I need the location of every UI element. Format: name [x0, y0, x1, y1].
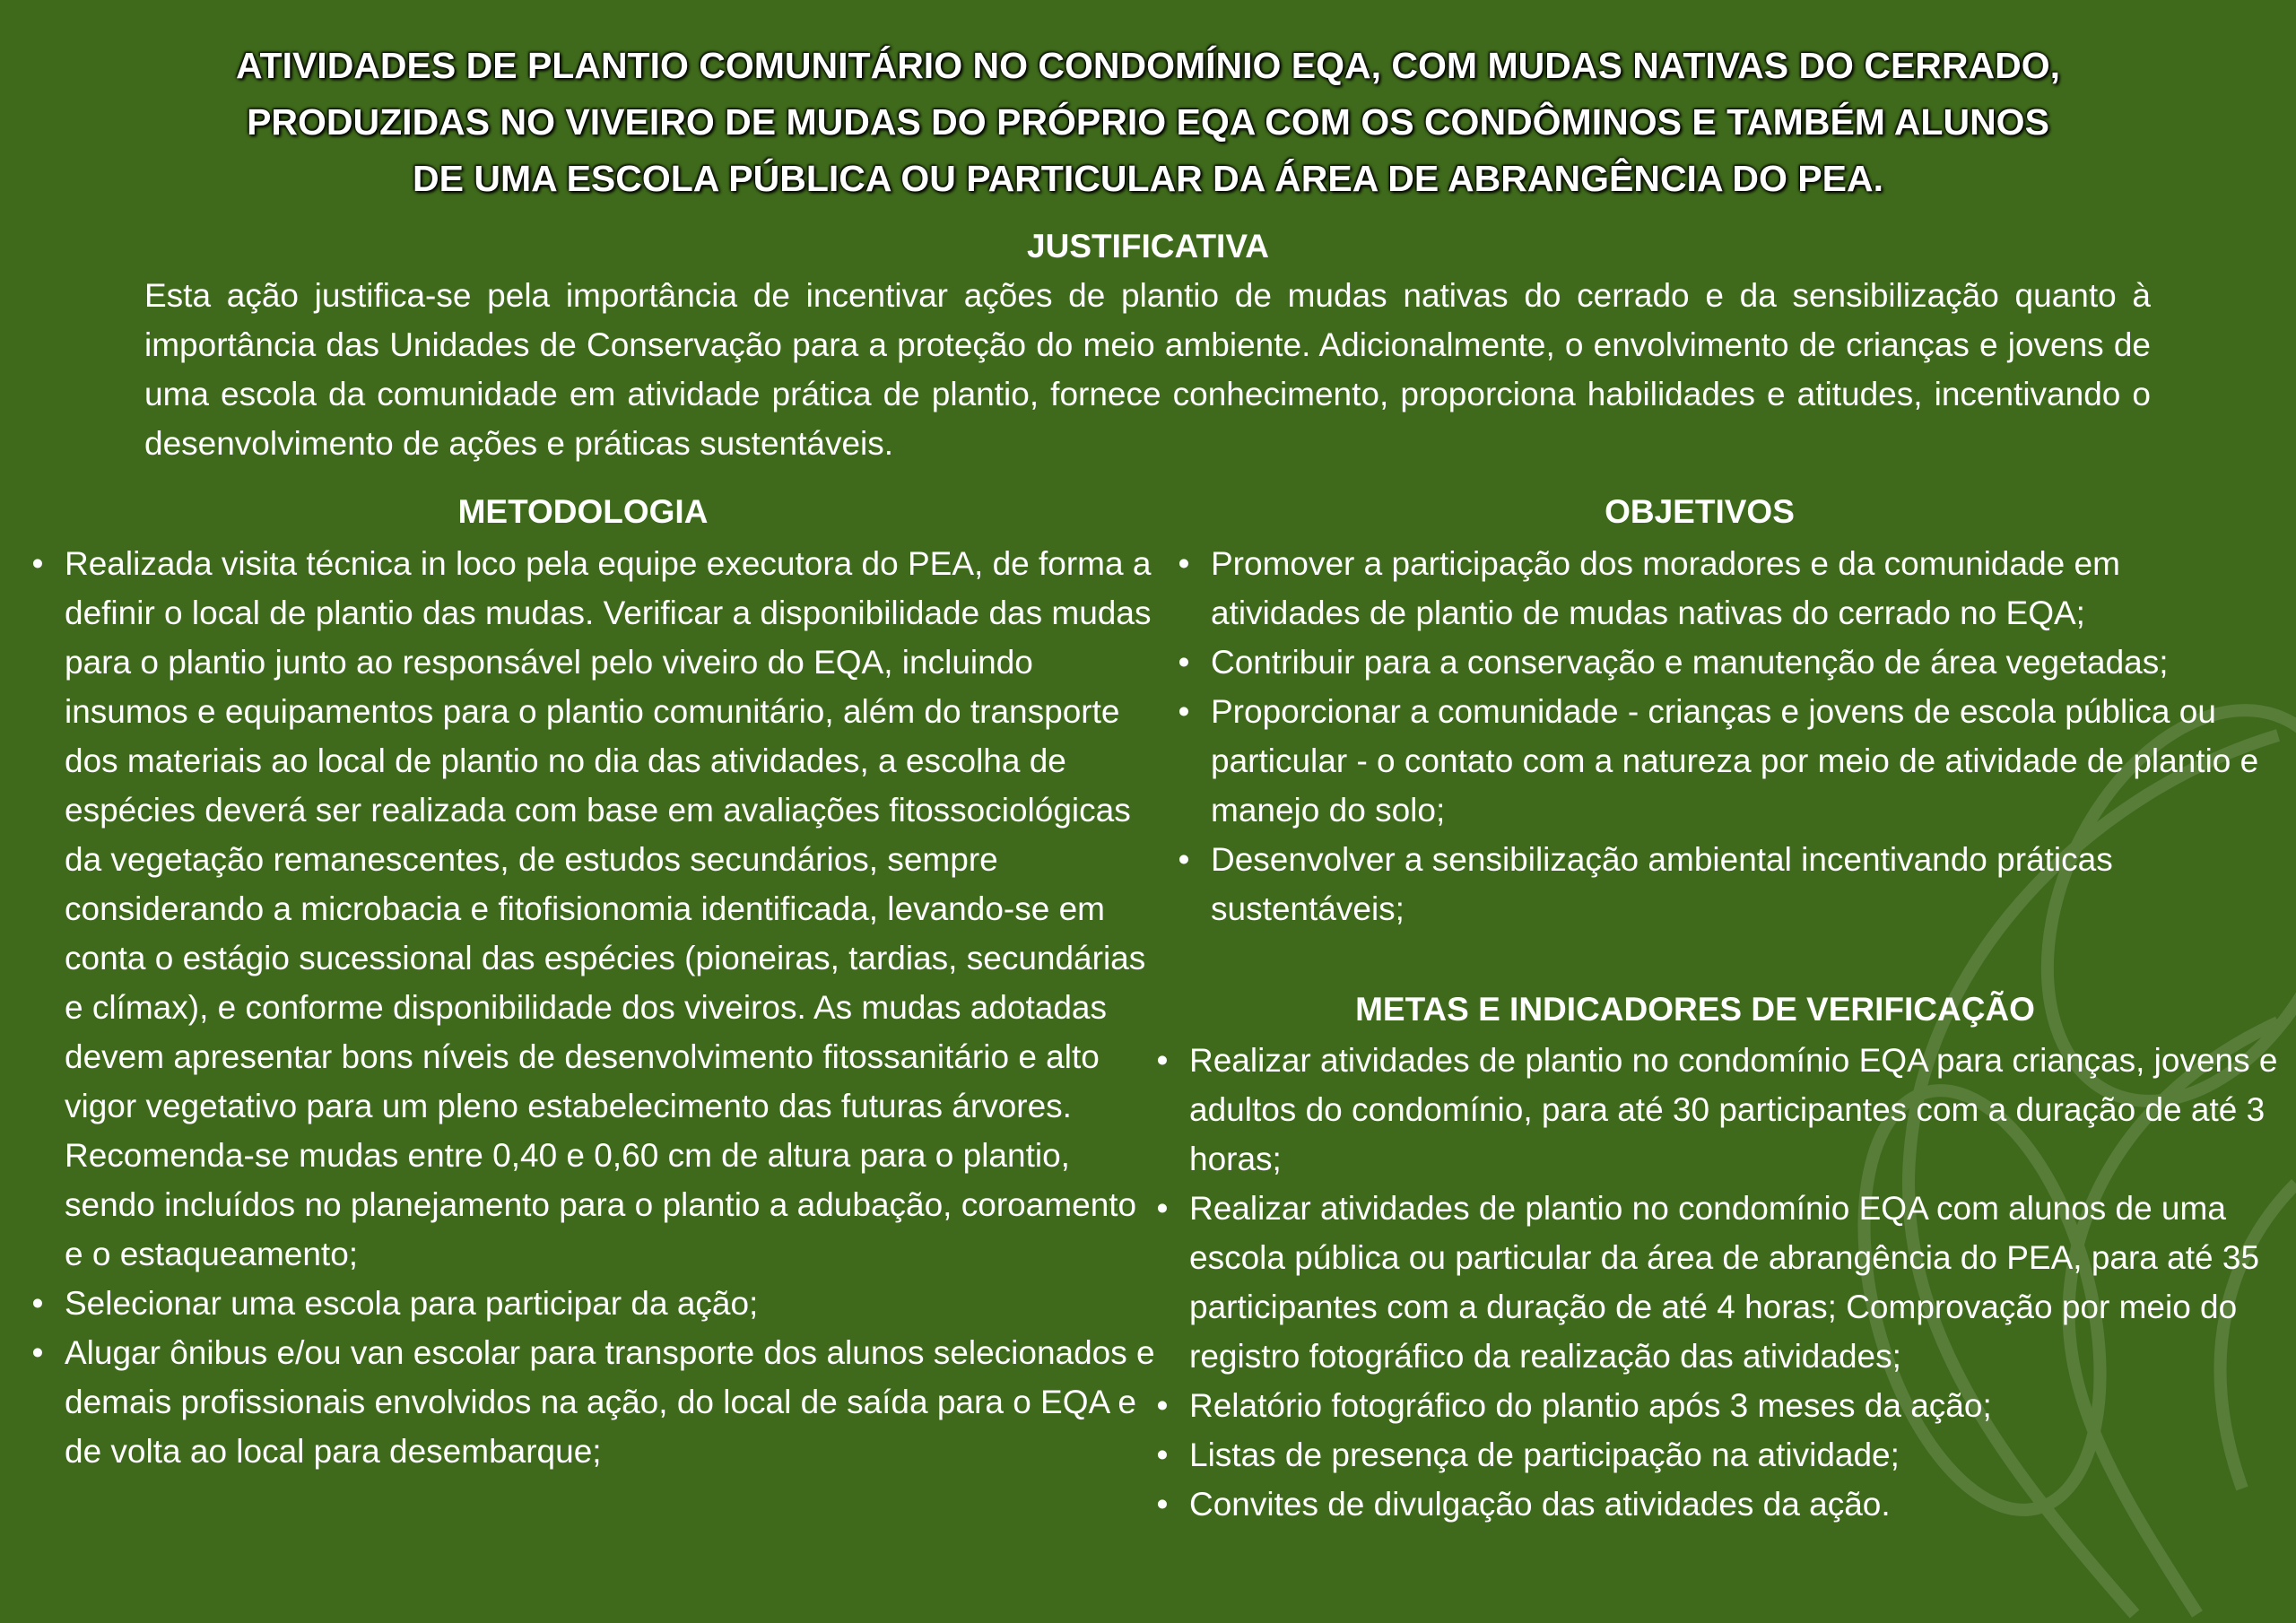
metas-item — [1152, 1036, 2283, 1184]
bullet-icon: • — [31, 545, 44, 582]
metodologia-item-text: Selecionar uma escola para participar da ação; — [65, 1285, 759, 1322]
bullet-icon: • — [1156, 1387, 1169, 1424]
bullet-icon: • — [31, 1285, 44, 1322]
metodologia-item — [27, 539, 1161, 1279]
metas-heading: METAS E INDICADORES DE VERIFICAÇÃO — [1355, 991, 2035, 1028]
objetivos-item-text: Contribuir para a conservação e manutenção de área vegetadas; — [1211, 644, 2169, 681]
metas-item — [1152, 1381, 2283, 1430]
metas-item-text: Relatório fotográfico do plantio após 3 meses da ação; — [1189, 1387, 1992, 1424]
justificativa-text: Esta ação justifica-se pela importância de incentivar ações de plantio de mudas nativas do cerrado e da sensibilização quanto à importância das Unidades de Conservação para a proteção do meio ambiente. Adicionalmente, o envolvimento de crianças e jovens de uma escola da comunidade em atividade prática de plantio, fornece conhecimento, proporciona habilidades e atitudes, incentivando o desenvolvimento de ações e práticas sustentáveis. — [144, 277, 2151, 462]
objetivos-item-text: Promover a participação dos moradores e da comunidade em atividades de plantio de mudas nativas do cerrado no EQA; — [1211, 545, 2120, 631]
bullet-icon: • — [1178, 841, 1190, 878]
metodologia-item-text: Realizada visita técnica in loco pela equipe executora do PEA, de forma a definir o local de plantio das mudas. Verificar a disponibilidade das mudas para o plantio junto ao responsável pelo viveiro do EQA, incluindo insumos e equipamentos para o plantio comunitário, além do transporte dos materiais ao local de plantio no dia das atividades, a escolha de espécies deverá ser realizada com base em avaliações fitossociológicas da vegetação remanescentes, de estudos secundários, sempre considerando a microbacia e fitofisionomia identificada, levando-se em conta o estágio sucessional das espécies (pioneiras, tardias, secundárias e clímax), e conforme disponibilidade dos viveiros. As mudas adotadas devem apresentar bons níveis de desenvolvimento fitossanitário e alto vigor vegetativo para um pleno estabelecimento das futuras árvores. Recomenda-se mudas entre 0,40 e 0,60 cm de altura para o plantio, sendo incluídos no planejamento para o plantio a adubação, coroamento e o estaqueamento; — [65, 545, 1152, 1272]
objetivos-item-text: Desenvolver a sensibilização ambiental incentivando práticas sustentáveis; — [1211, 841, 2113, 927]
objetivos-item — [1173, 638, 2276, 687]
bullet-icon: • — [31, 1334, 44, 1371]
bullet-icon: • — [1178, 693, 1190, 730]
metas-item — [1152, 1480, 2283, 1529]
objetivos-item — [1173, 539, 2276, 638]
bullet-icon: • — [1156, 1190, 1169, 1227]
metas-item-text: Realizar atividades de plantio no condomínio EQA com alunos de uma escola pública ou particular da área de abrangência do PEA, para até 35 participantes com a duração de até 4 horas; Comprovação por meio do registro fotográfico da realização das atividades; — [1189, 1190, 2260, 1375]
objetivos-list — [1173, 539, 2276, 933]
metodologia-heading: METODOLOGIA — [457, 493, 709, 530]
title-line: ATIVIDADES DE PLANTIO COMUNITÁRIO NO CONDOMÍNIO EQA, COM MUDAS NATIVAS DO CERRADO, — [235, 45, 2061, 86]
bullet-icon: • — [1156, 1436, 1169, 1473]
metas-item — [1152, 1430, 2283, 1480]
metas-item-text: Realizar atividades de plantio no condomínio EQA para crianças, jovens e adultos do condomínio, para até 30 participantes com a duração de até 3 horas; — [1189, 1042, 2278, 1177]
metas-item-text: Listas de presença de participação na atividade; — [1189, 1436, 1900, 1473]
metas-list — [1152, 1036, 2283, 1529]
title-line: DE UMA ESCOLA PÚBLICA OU PARTICULAR DA ÁREA DE ABRANGÊNCIA DO PEA. — [412, 158, 1884, 199]
page-title — [72, 38, 2224, 207]
bullet-icon: • — [1178, 644, 1190, 681]
bullet-icon: • — [1178, 545, 1190, 582]
objetivos-item — [1173, 687, 2276, 835]
objetivos-item — [1173, 835, 2276, 933]
metodologia-list — [27, 539, 1161, 1476]
bullet-icon: • — [1156, 1486, 1169, 1523]
metas-item-text: Convites de divulgação das atividades da ação. — [1189, 1486, 1891, 1523]
objetivos-item-text: Proporcionar a comunidade - crianças e jovens de escola pública ou particular - o contato com a natureza por meio de atividade de plantio e manejo do solo; — [1211, 693, 2259, 829]
objetivos-heading: OBJETIVOS — [1605, 493, 1795, 530]
metodologia-item — [27, 1279, 1161, 1328]
bullet-icon: • — [1156, 1042, 1169, 1079]
justificativa-heading: JUSTIFICATIVA — [1027, 228, 1269, 265]
metodologia-item-text: Alugar ônibus e/ou van escolar para transporte dos alunos selecionados e demais profissionais envolvidos na ação, do local de saída para o EQA e de volta ao local para desembarque; — [65, 1334, 1155, 1470]
metas-item — [1152, 1184, 2283, 1381]
title-line: PRODUZIDAS NO VIVEIRO DE MUDAS DO PRÓPRIO EQA COM OS CONDÔMINOS E TAMBÉM ALUNOS — [247, 101, 2049, 143]
metodologia-item — [27, 1328, 1161, 1476]
